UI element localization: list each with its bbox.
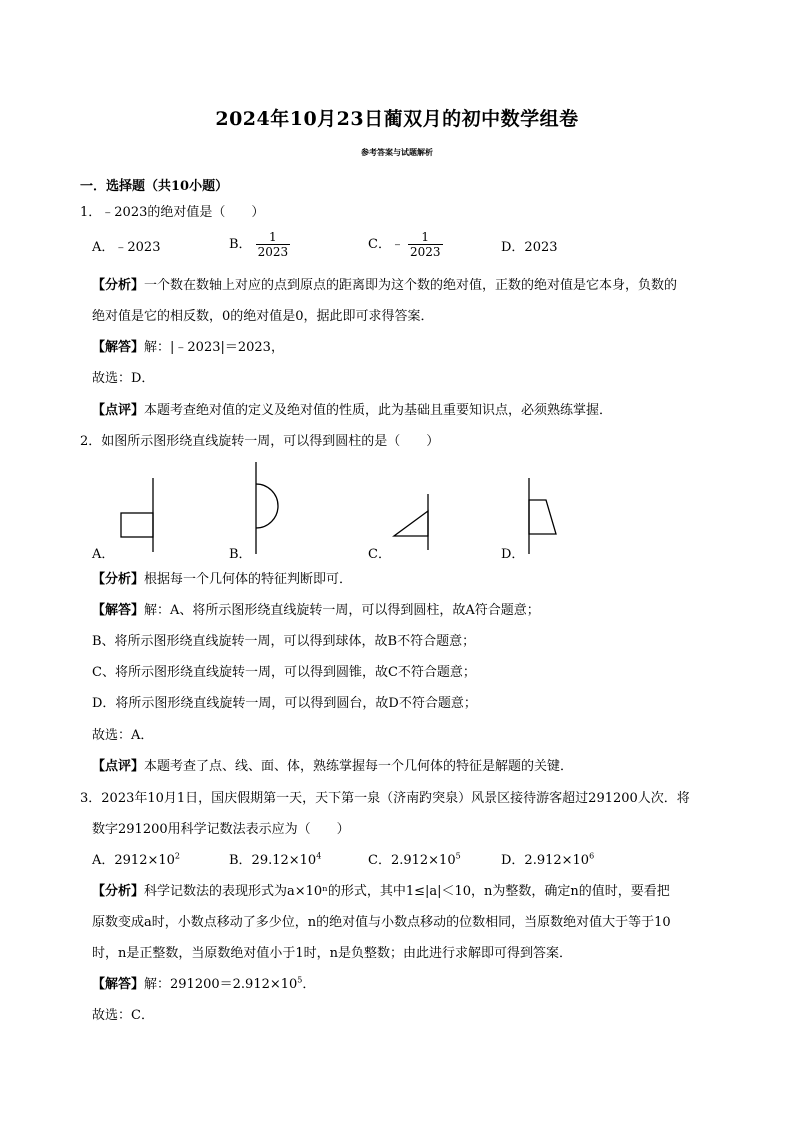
q2-option-a: A． bbox=[92, 547, 115, 562]
q1-answer-line bbox=[92, 338, 284, 358]
q3-analysis-text-1: 科学记数法的表现形式为a×10ⁿ的形式，其中1≤|a|＜10，n为整数，确定n的值时，要看把 bbox=[144, 884, 670, 899]
q2-comment-line bbox=[92, 757, 573, 777]
q3-option-a-exponent: 2 bbox=[174, 851, 181, 861]
q1-option-c-numerator: 1 bbox=[408, 230, 443, 245]
q1-analysis-tag: 【分析】 bbox=[92, 278, 145, 293]
q2-answer-line-2: B、将所示图形绕直线旋转一周，可以得到球体，故B不符合题意； bbox=[92, 634, 476, 649]
q1-comment-line bbox=[92, 401, 612, 421]
q2-figure-a bbox=[116, 478, 162, 552]
q2-answer-line-3: C、将所示图形绕直线旋转一周，可以得到圆锥，故C不符合题意； bbox=[92, 665, 476, 680]
q3-analysis-line-1 bbox=[92, 882, 670, 902]
page-subtitle: 参考答案与试题解析 bbox=[361, 147, 433, 157]
q3-choose: 故选：C． bbox=[92, 1008, 154, 1023]
page-title: 2024年10月23日蔺双月的初中数学组卷 bbox=[215, 108, 579, 130]
q2-answer-tag: 【解答】 bbox=[92, 603, 145, 618]
q2-analysis-text: 根据每一个几何体的特征判断即可． bbox=[144, 572, 353, 587]
q1-analysis-line-1 bbox=[92, 276, 677, 296]
q1-comment-text: 本题考查绝对值的定义及绝对值的性质，此为基础且重要知识点，必须熟练掌握． bbox=[144, 403, 613, 418]
q1-option-c-denominator: 2023 bbox=[409, 245, 441, 259]
q3-answer-exponent: 5 bbox=[297, 975, 303, 985]
q2-comment-text: 本题考查了点、线、面、体，熟练掌握每一个几何体的特征是解题的关键． bbox=[144, 759, 574, 774]
q1-option-b-numerator: 1 bbox=[256, 230, 291, 245]
q2-figure-d bbox=[524, 478, 560, 554]
q3-answer-line bbox=[92, 975, 315, 995]
q3-option-d-base: D．2.912×10 bbox=[501, 853, 590, 868]
q1-option-b-fraction bbox=[256, 230, 291, 259]
q1-answer-text: 解：|﹣2023|＝2023， bbox=[144, 340, 284, 355]
q2-analysis-line bbox=[92, 570, 352, 590]
q3-stem-line-1: 3．2023年10月1日，国庆假期第一天，天下第一泉（济南趵突泉）风景区接待游客超过291200人次．将 bbox=[80, 791, 690, 806]
q2-answer-line-4: D．将所示图形绕直线旋转一周，可以得到圆台，故D不符合题意； bbox=[92, 696, 477, 711]
q2-option-c: C． bbox=[368, 547, 391, 562]
q1-answer-tag: 【解答】 bbox=[92, 340, 145, 355]
q1-option-c bbox=[368, 230, 443, 259]
q3-option-a bbox=[92, 851, 180, 871]
q3-option-c-exponent: 5 bbox=[455, 851, 461, 861]
q3-analysis-line-2: 原数变成a时，小数点移动了多少位，n的绝对值与小数点移动的位数相同，当原数绝对值大于等于10 bbox=[92, 915, 671, 930]
q2-option-b: B． bbox=[229, 547, 252, 562]
q3-option-b bbox=[229, 851, 321, 871]
q2-answer-line-1 bbox=[92, 601, 540, 621]
q1-comment-tag: 【点评】 bbox=[92, 403, 145, 418]
q1-option-b-denominator: 2023 bbox=[257, 245, 289, 259]
q1-choose: 故选：D． bbox=[92, 371, 155, 386]
q1-option-c-prefix: C． bbox=[368, 237, 391, 252]
q3-stem-line-2: 数字291200用科学记数法表示应为（ ） bbox=[92, 822, 350, 837]
q3-option-a-base: A．2912×10 bbox=[92, 853, 175, 868]
q1-analysis-text-1: 一个数在数轴上对应的点到原点的距离即为这个数的绝对值，正数的绝对值是它本身，负数的 bbox=[144, 278, 678, 293]
q1-option-b bbox=[229, 230, 290, 259]
q1-analysis-line-2: 绝对值是它的相反数，0的绝对值是0，据此即可求得答案． bbox=[92, 309, 434, 324]
q2-analysis-tag: 【分析】 bbox=[92, 572, 145, 587]
q2-figure-c bbox=[390, 494, 434, 554]
q1-option-c-sign: ﹣ bbox=[390, 237, 404, 252]
q3-option-d-exponent: 6 bbox=[589, 851, 595, 861]
q3-option-c bbox=[368, 851, 461, 871]
q2-option-d: D． bbox=[501, 547, 525, 562]
q3-option-b-exponent: 4 bbox=[316, 851, 322, 861]
q3-option-b-base: B．29.12×10 bbox=[229, 853, 317, 868]
q3-analysis-tag: 【分析】 bbox=[92, 884, 145, 899]
q2-choose: 故选：A． bbox=[92, 728, 154, 743]
q2-stem: 2．如图所示图形绕直线旋转一周，可以得到圆柱的是（ ） bbox=[80, 434, 440, 449]
section-heading: 一．选择题（共10小题） bbox=[80, 179, 229, 194]
q2-comment-tag: 【点评】 bbox=[92, 759, 145, 774]
q3-answer-base: 解：291200＝2.912×10 bbox=[144, 977, 298, 992]
q1-option-c-fraction bbox=[408, 230, 443, 259]
q3-answer-tag: 【解答】 bbox=[92, 977, 145, 992]
q1-option-d: D．2023 bbox=[501, 240, 558, 255]
q2-answer-text-1: 解：A、将所示图形绕直线旋转一周，可以得到圆柱，故A符合题意； bbox=[144, 603, 540, 618]
q1-option-b-prefix: B． bbox=[229, 237, 252, 252]
q1-stem: 1．﹣2023的绝对值是（ ） bbox=[80, 205, 265, 220]
q3-analysis-line-3: 时，n是正整数，当原数绝对值小于1时，n是负整数；由此进行求解即可得到答案． bbox=[92, 946, 573, 961]
q3-option-c-base: C．2.912×10 bbox=[368, 853, 456, 868]
q2-figure-b bbox=[250, 462, 290, 554]
q3-answer-end: ． bbox=[302, 977, 316, 992]
q1-option-a: A．﹣2023 bbox=[92, 240, 161, 255]
q3-option-d bbox=[501, 851, 594, 871]
